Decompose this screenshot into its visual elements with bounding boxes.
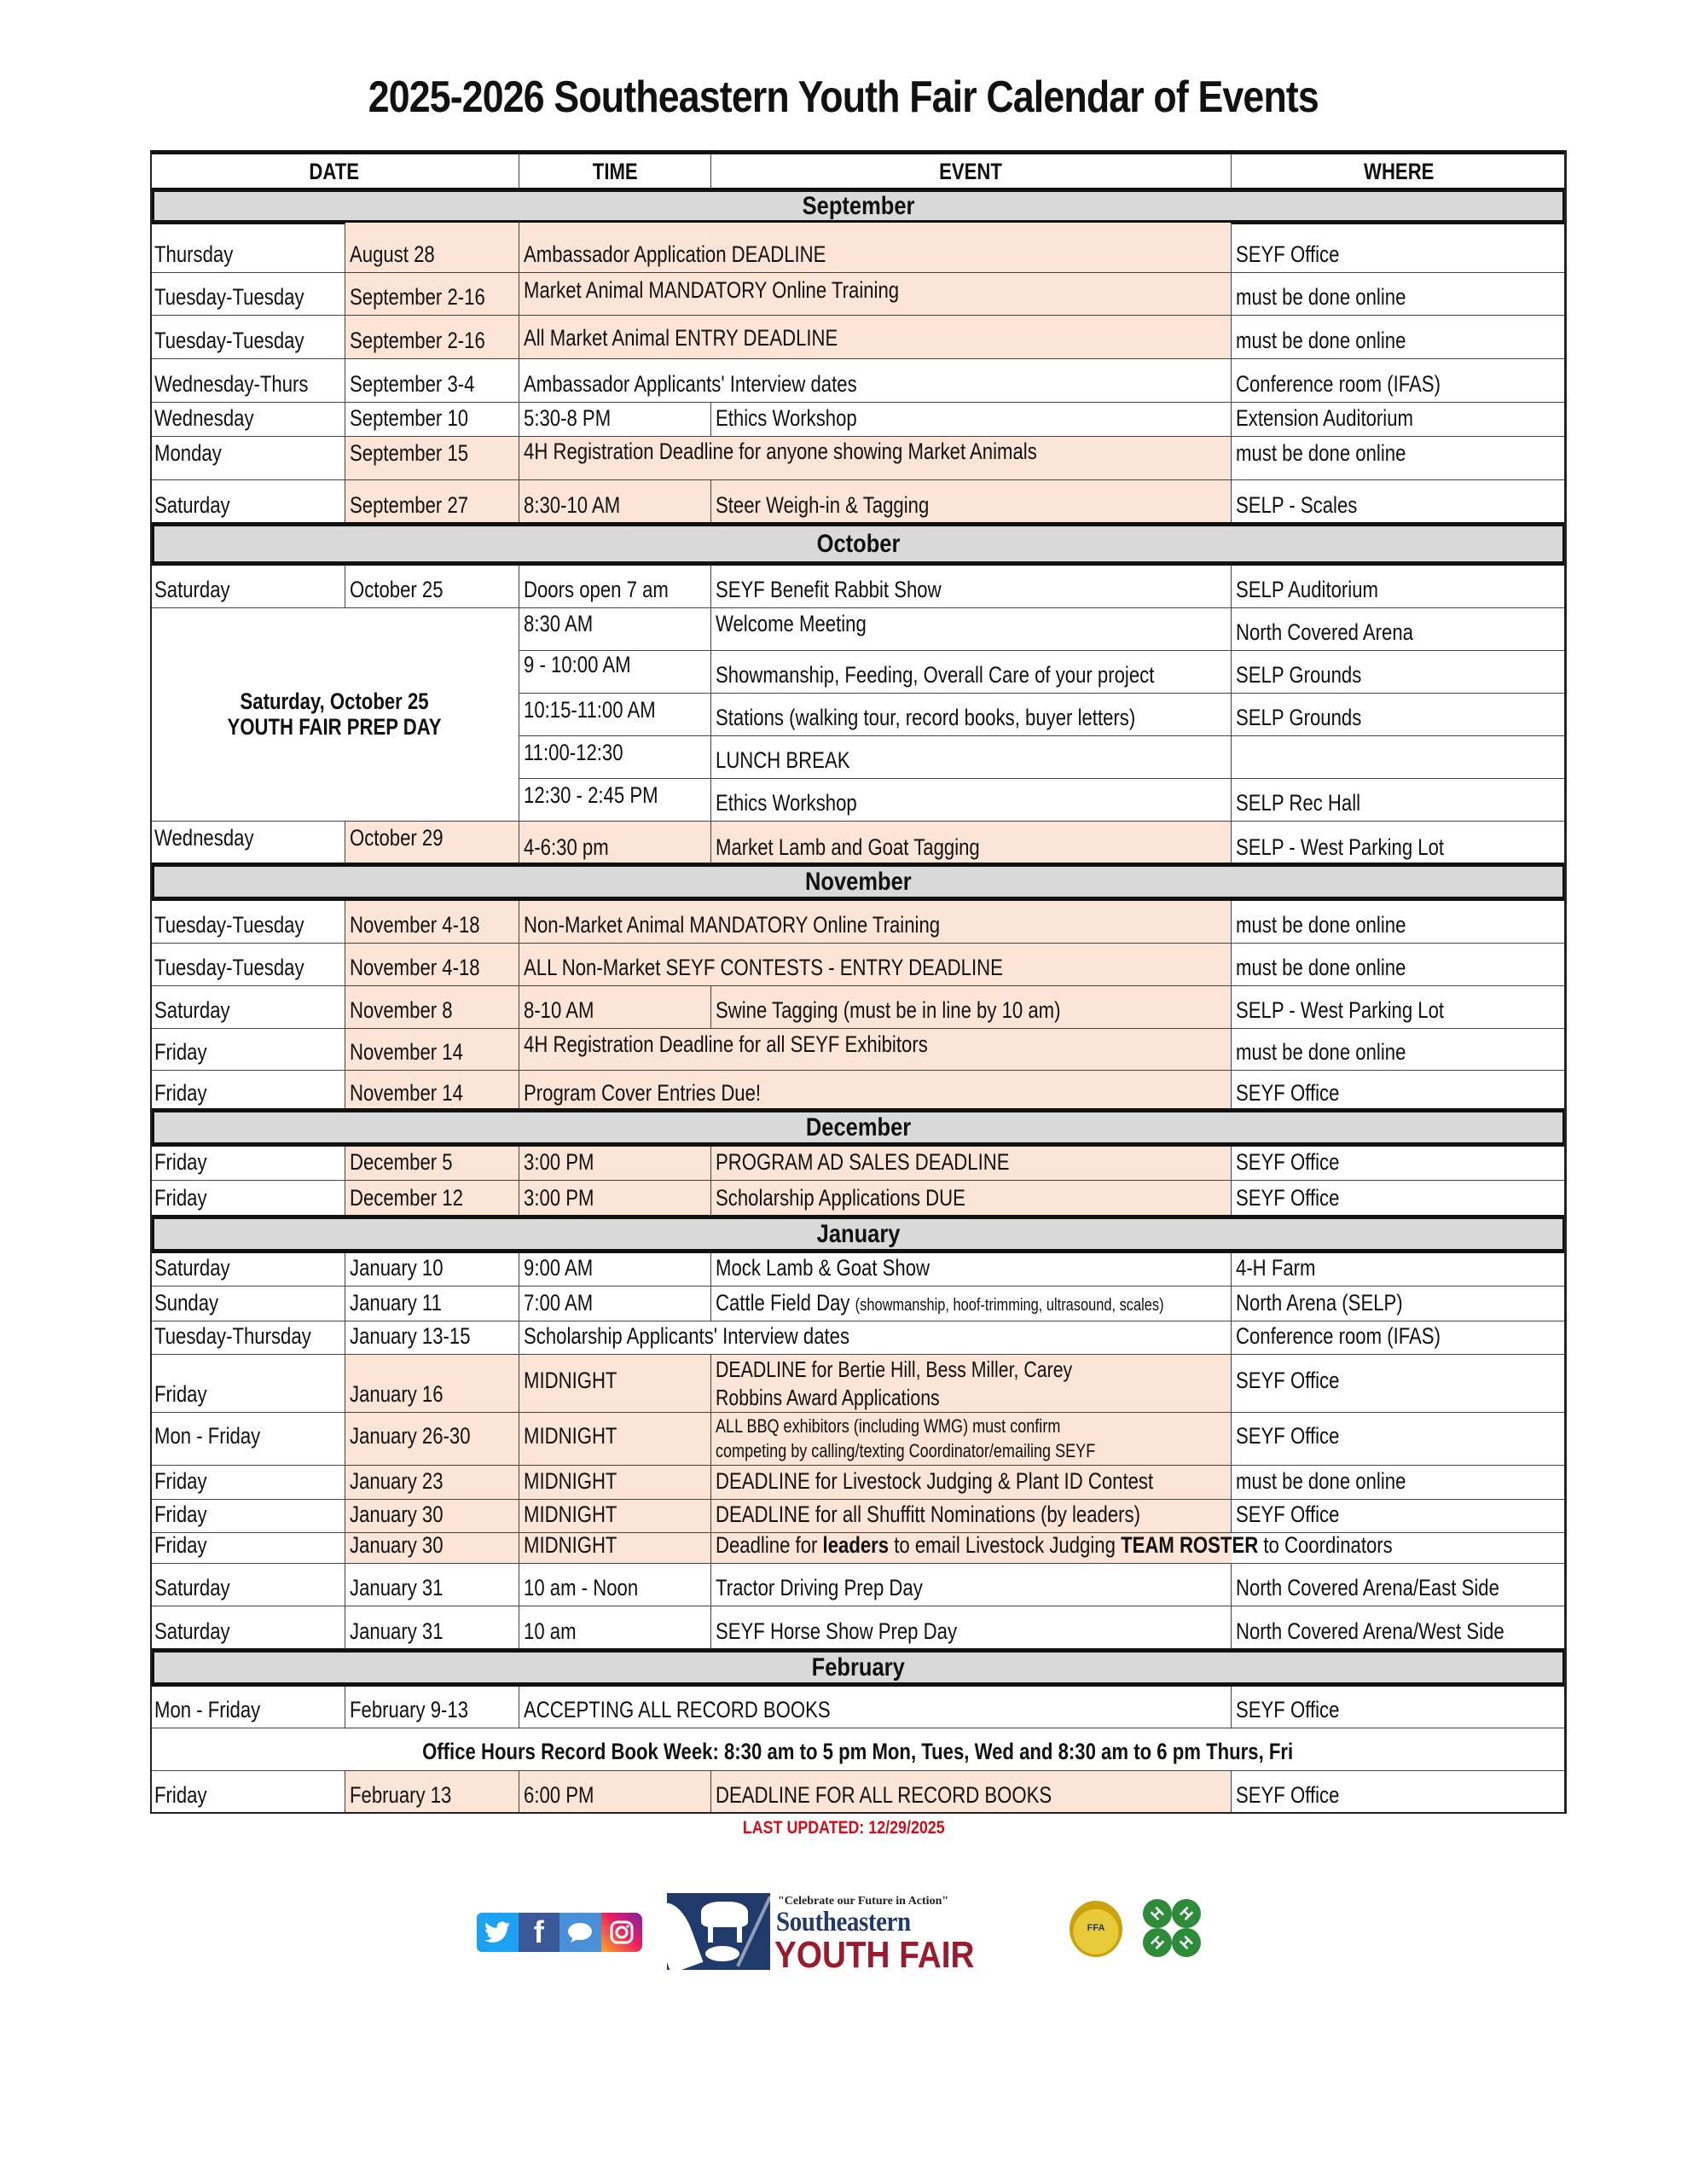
day-cell: Tuesday-Tuesday bbox=[150, 316, 345, 359]
event-cell: Showmanship, Feeding, Overall Care of your project bbox=[711, 651, 1232, 694]
ffa-emblem-icon: FFA bbox=[1070, 1901, 1122, 1957]
event-cell: Ambassador Applicants' Interview dates bbox=[519, 359, 1232, 403]
event-cell: DEADLINE for Livestock Judging & Plant ID Contest bbox=[711, 1466, 1232, 1500]
prep-day-title: YOUTH FAIR PREP DAY bbox=[227, 713, 442, 740]
day-cell: Friday bbox=[150, 1355, 345, 1413]
event-cell: Scholarship Applicants' Interview dates bbox=[519, 1321, 1232, 1355]
day-cell: Wednesday-Thurs bbox=[150, 359, 345, 403]
date-cell: November 4-18 bbox=[345, 944, 519, 986]
event-cell: Market Animal MANDATORY Online Training bbox=[519, 273, 1232, 316]
where-cell: must be done online bbox=[1232, 316, 1567, 359]
date-cell: January 23 bbox=[345, 1466, 519, 1500]
where-cell: SEYF Office bbox=[1232, 1147, 1567, 1181]
time-cell: MIDNIGHT bbox=[519, 1466, 711, 1500]
event-cell: LUNCH BREAK bbox=[711, 736, 1232, 779]
event-cell: Swine Tagging (must be in line by 10 am) bbox=[711, 986, 1232, 1029]
where-cell: must be done online bbox=[1232, 1029, 1567, 1071]
day-cell: Saturday bbox=[150, 480, 345, 524]
where-cell: SELP Grounds bbox=[1232, 694, 1567, 736]
day-cell: Saturday bbox=[150, 566, 345, 608]
date-cell: August 28 bbox=[345, 223, 519, 273]
date-cell: September 10 bbox=[345, 403, 519, 437]
where-cell: must be done online bbox=[1232, 437, 1567, 480]
time-cell: 11:00-12:30 bbox=[519, 736, 711, 779]
month-bar-january: January bbox=[150, 1215, 1567, 1253]
seyf-logo bbox=[667, 1893, 988, 1976]
logo-southeastern: Southeastern bbox=[776, 1907, 911, 1937]
day-cell: Wednesday bbox=[150, 822, 345, 864]
time-cell: 4-6:30 pm bbox=[519, 822, 711, 864]
where-cell: SEYF Office bbox=[1232, 223, 1567, 273]
livestock-silhouette-icon bbox=[667, 1893, 770, 1970]
date-cell: November 14 bbox=[345, 1029, 519, 1071]
time-cell: 6:00 PM bbox=[519, 1771, 711, 1814]
day-cell: Mon - Friday bbox=[150, 1413, 345, 1466]
twitter-icon[interactable] bbox=[477, 1913, 519, 1952]
day-cell: Saturday bbox=[150, 986, 345, 1029]
where-cell: North Covered Arena/West Side bbox=[1232, 1606, 1567, 1650]
date-cell: November 4-18 bbox=[345, 901, 519, 944]
where-cell: SELP - West Parking Lot bbox=[1232, 986, 1567, 1029]
date-cell: January 31 bbox=[345, 1564, 519, 1606]
date-cell: January 11 bbox=[345, 1287, 519, 1321]
where-cell: Conference room (IFAS) bbox=[1232, 359, 1567, 403]
day-cell: Friday bbox=[150, 1500, 345, 1533]
clover-leaf: H bbox=[1166, 1922, 1207, 1963]
where-cell: Extension Auditorium bbox=[1232, 403, 1567, 437]
event-cell: ALL Non-Market SEYF CONTESTS - ENTRY DEADLINE bbox=[519, 944, 1232, 986]
event-cell: DEADLINE for all Shuffitt Nominations (by leaders) bbox=[711, 1500, 1232, 1533]
date-cell: January 30 bbox=[345, 1500, 519, 1533]
day-cell: Thursday bbox=[150, 223, 345, 273]
day-cell: Friday bbox=[150, 1533, 345, 1564]
time-cell: 8-10 AM bbox=[519, 986, 711, 1029]
date-cell: November 8 bbox=[345, 986, 519, 1029]
where-cell: North Covered Arena bbox=[1232, 608, 1567, 651]
date-cell: September 2-16 bbox=[345, 316, 519, 359]
clover-leaf: H bbox=[1137, 1922, 1178, 1963]
date-cell: October 29 bbox=[345, 822, 519, 864]
event-cell: Ethics Workshop bbox=[711, 403, 1232, 437]
event-cell: SEYF Benefit Rabbit Show bbox=[711, 566, 1232, 608]
event-text: to email Livestock Judging bbox=[889, 1532, 1122, 1559]
day-cell: Tuesday-Tuesday bbox=[150, 273, 345, 316]
facebook-icon[interactable]: f bbox=[519, 1913, 560, 1952]
day-cell: Saturday bbox=[150, 1606, 345, 1650]
clover-leaf: H bbox=[1137, 1893, 1178, 1934]
where-cell: SEYF Office bbox=[1232, 1181, 1567, 1217]
time-cell: 10 am - Noon bbox=[519, 1564, 711, 1606]
date-cell: January 30 bbox=[345, 1533, 519, 1564]
event-cell: PROGRAM AD SALES DEADLINE bbox=[711, 1147, 1232, 1181]
time-cell: 10:15-11:00 AM bbox=[519, 694, 711, 736]
event-cell: SEYF Horse Show Prep Day bbox=[711, 1606, 1232, 1650]
date-cell: September 3-4 bbox=[345, 359, 519, 403]
time-cell: 10 am bbox=[519, 1606, 711, 1650]
time-cell: Doors open 7 am bbox=[519, 566, 711, 608]
month-bar-february: February bbox=[150, 1648, 1567, 1687]
event-cell: Ethics Workshop bbox=[711, 779, 1232, 822]
day-cell: Friday bbox=[150, 1071, 345, 1112]
date-cell: February 9-13 bbox=[345, 1687, 519, 1728]
logo-tagline: "Celebrate our Future in Action" bbox=[778, 1895, 949, 1908]
day-cell: Friday bbox=[150, 1181, 345, 1217]
date-cell: January 16 bbox=[345, 1355, 519, 1413]
day-cell: Friday bbox=[150, 1147, 345, 1181]
date-cell: October 25 bbox=[345, 566, 519, 608]
event-cell: ACCEPTING ALL RECORD BOOKS bbox=[519, 1687, 1232, 1728]
where-cell: SEYF Office bbox=[1232, 1771, 1567, 1814]
time-cell: 3:00 PM bbox=[519, 1147, 711, 1181]
day-cell: Wednesday bbox=[150, 403, 345, 437]
event-cell: Mock Lamb & Goat Show bbox=[711, 1253, 1232, 1287]
event-text: to Coordinators bbox=[1258, 1532, 1393, 1559]
event-cell: Steer Weigh-in & Tagging bbox=[711, 480, 1232, 524]
event-cell: All Market Animal ENTRY DEADLINE bbox=[519, 316, 1232, 359]
column-header-time: TIME bbox=[519, 154, 711, 189]
time-cell: 9 - 10:00 AM bbox=[519, 651, 711, 694]
where-cell: SEYF Office bbox=[1232, 1413, 1567, 1466]
time-cell: MIDNIGHT bbox=[519, 1500, 711, 1533]
where-cell: SEYF Office bbox=[1232, 1500, 1567, 1533]
where-cell: 4-H Farm bbox=[1232, 1253, 1567, 1287]
event-cell: Non-Market Animal MANDATORY Online Training bbox=[519, 901, 1232, 944]
instagram-icon[interactable] bbox=[601, 1913, 643, 1952]
social-icons bbox=[477, 1913, 642, 1952]
where-cell: SELP - West Parking Lot bbox=[1232, 822, 1567, 864]
date-cell: December 12 bbox=[345, 1181, 519, 1217]
day-cell: Friday bbox=[150, 1029, 345, 1071]
event-cell: Stations (walking tour, record books, buyer letters) bbox=[711, 694, 1232, 736]
column-header-where: WHERE bbox=[1232, 154, 1567, 189]
time-cell: MIDNIGHT bbox=[519, 1355, 711, 1413]
date-cell: January 26-30 bbox=[345, 1413, 519, 1466]
where-cell: must be done online bbox=[1232, 1466, 1567, 1500]
day-cell: Tuesday-Tuesday bbox=[150, 901, 345, 944]
where-cell: SELP Rec Hall bbox=[1232, 779, 1567, 822]
event-cell: Ambassador Application DEADLINE bbox=[519, 223, 1232, 273]
event-cell: 4H Registration Deadline for anyone showing Market Animals bbox=[519, 437, 1232, 480]
event-cell: ALL BBQ exhibitors (including WMG) must confirm competing by calling/texting Coordinator/emailing SEYF bbox=[711, 1413, 1232, 1466]
event-cell: Tractor Driving Prep Day bbox=[711, 1564, 1232, 1606]
logo-youth-fair: YOUTH FAIR bbox=[774, 1934, 975, 1976]
where-cell: SELP - Scales bbox=[1232, 480, 1567, 524]
day-cell: Saturday bbox=[150, 1253, 345, 1287]
time-cell: 12:30 - 2:45 PM bbox=[519, 779, 711, 822]
event-cell bbox=[711, 1287, 1232, 1321]
day-cell: Monday bbox=[150, 437, 345, 480]
date-cell: September 15 bbox=[345, 437, 519, 480]
clover-leaf: H bbox=[1166, 1893, 1207, 1934]
date-cell: February 13 bbox=[345, 1771, 519, 1814]
time-cell: 8:30-10 AM bbox=[519, 480, 711, 524]
office-hours-note: Office Hours Record Book Week: 8:30 am to 5 pm Mon, Tues, Wed and 8:30 am to 6 pm Thurs, Fri bbox=[150, 1728, 1567, 1771]
where-cell: North Covered Arena/East Side bbox=[1232, 1564, 1567, 1606]
date-cell: January 31 bbox=[345, 1606, 519, 1650]
event-text-bold: TEAM ROSTER bbox=[1121, 1532, 1259, 1559]
where-cell: Conference room (IFAS) bbox=[1232, 1321, 1567, 1355]
event-cell: DEADLINE FOR ALL RECORD BOOKS bbox=[711, 1771, 1232, 1814]
event-cell bbox=[711, 1533, 1567, 1564]
event-text-bold: leaders bbox=[822, 1532, 890, 1559]
month-bar-november: November bbox=[150, 863, 1567, 901]
event-cell: Program Cover Entries Due! bbox=[519, 1071, 1232, 1112]
day-cell: Mon - Friday bbox=[150, 1687, 345, 1728]
day-cell: Tuesday-Tuesday bbox=[150, 944, 345, 986]
events-table bbox=[150, 150, 1567, 1814]
date-cell: January 10 bbox=[345, 1253, 519, 1287]
time-cell: MIDNIGHT bbox=[519, 1533, 711, 1564]
column-header-date: DATE bbox=[150, 154, 519, 189]
where-cell: SEYF Office bbox=[1232, 1071, 1567, 1112]
four-h-clover-icon bbox=[1139, 1896, 1204, 1964]
day-cell: Friday bbox=[150, 1466, 345, 1500]
where-cell: SEYF Office bbox=[1232, 1355, 1567, 1413]
where-cell: must be done online bbox=[1232, 944, 1567, 986]
messenger-icon[interactable] bbox=[559, 1913, 601, 1952]
time-cell: 3:00 PM bbox=[519, 1181, 711, 1217]
event-cell: DEADLINE for Bertie Hill, Bess Miller, Carey Robbins Award Applications bbox=[711, 1355, 1232, 1413]
prep-day-date: Saturday, October 25 bbox=[240, 688, 429, 714]
month-bar-december: December bbox=[150, 1108, 1567, 1147]
day-cell: Sunday bbox=[150, 1287, 345, 1321]
day-cell: Tuesday-Thursday bbox=[150, 1321, 345, 1355]
where-cell: SELP Grounds bbox=[1232, 651, 1567, 694]
date-cell: September 27 bbox=[345, 480, 519, 524]
day-cell: Friday bbox=[150, 1771, 345, 1814]
where-cell: North Arena (SELP) bbox=[1232, 1287, 1567, 1321]
month-bar-october: October bbox=[150, 522, 1567, 566]
day-cell: Saturday bbox=[150, 1564, 345, 1606]
event-cell: Scholarship Applications DUE bbox=[711, 1181, 1232, 1217]
event-cell: 4H Registration Deadline for all SEYF Exhibitors bbox=[519, 1029, 1232, 1071]
date-cell: January 13-15 bbox=[345, 1321, 519, 1355]
column-header-event: EVENT bbox=[711, 154, 1232, 189]
last-updated: LAST UPDATED: 12/29/2025 bbox=[742, 1818, 945, 1838]
date-cell: November 14 bbox=[345, 1071, 519, 1112]
page-title: 2025-2026 Southeastern Youth Fair Calendar of Events bbox=[368, 73, 1319, 122]
prep-day-label bbox=[150, 608, 519, 822]
event-text: Deadline for bbox=[716, 1532, 823, 1559]
time-cell: 5:30-8 PM bbox=[519, 403, 711, 437]
event-text: Cattle Field Day bbox=[716, 1290, 850, 1316]
time-cell: 9:00 AM bbox=[519, 1253, 711, 1287]
where-cell: must be done online bbox=[1232, 273, 1567, 316]
date-cell: December 5 bbox=[345, 1147, 519, 1181]
month-bar-september: September bbox=[150, 188, 1567, 224]
time-cell: 7:00 AM bbox=[519, 1287, 711, 1321]
date-cell: September 2-16 bbox=[345, 273, 519, 316]
where-cell: SEYF Office bbox=[1232, 1687, 1567, 1728]
event-cell: Welcome Meeting bbox=[711, 608, 1232, 651]
time-cell: MIDNIGHT bbox=[519, 1413, 711, 1466]
where-cell: must be done online bbox=[1232, 901, 1567, 944]
where-cell: SELP Auditorium bbox=[1232, 566, 1567, 608]
event-cell: Market Lamb and Goat Tagging bbox=[711, 822, 1232, 864]
where-cell bbox=[1232, 736, 1567, 779]
time-cell: 8:30 AM bbox=[519, 608, 711, 651]
event-note: (showmanship, hoof-trimming, ultrasound, scales) bbox=[855, 1296, 1164, 1316]
